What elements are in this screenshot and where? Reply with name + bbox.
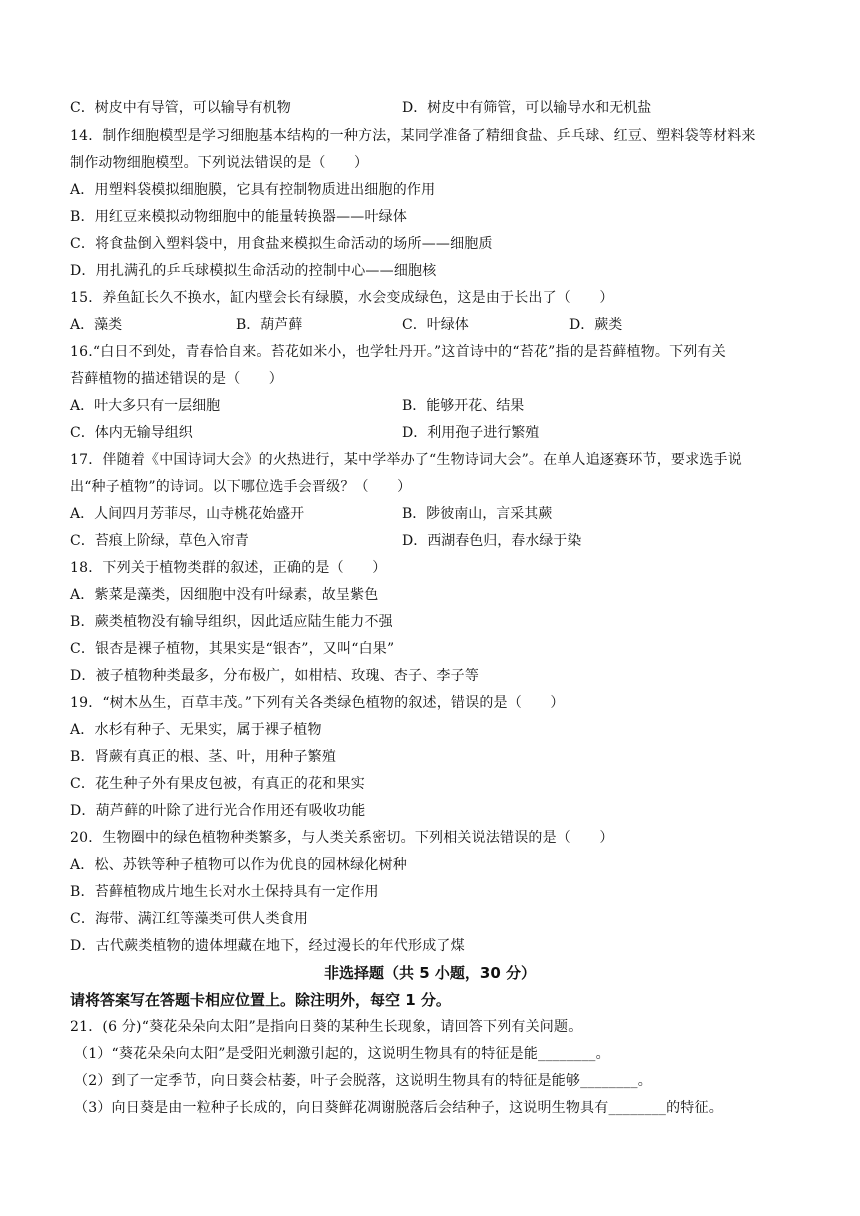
q17-option-b: B．陟彼南山，言采其蕨 xyxy=(402,506,553,522)
q16-option-c: C．体内无输导组织 xyxy=(70,425,193,441)
q14-option-a: A．用塑料袋模拟细胞膜，它具有控制物质进出细胞的作用 xyxy=(70,182,436,198)
q16-option-d: D．利用孢子进行繁殖 xyxy=(402,425,540,441)
q16-stem-line-1: 16.“白日不到处，青春恰自来。苔花如米小，也学牡丹开。”这首诗中的“苔花”指的是苔藓植物。下列有关 xyxy=(70,344,726,360)
q21-part-3: （3）向日葵是由一粒种子长成的，向日葵鲜花凋谢脱落后会结种子，这说明生物具有________的特征。 xyxy=(74,1100,723,1116)
q14-stem-line-1: 14．制作细胞模型是学习细胞基本结构的一种方法，某同学准备了精细食盐、乒乓球、红豆、塑料袋等材料来 xyxy=(70,128,756,144)
q14-stem-line-2: 制作动物细胞模型。下列说法错误的是（ ） xyxy=(70,155,369,171)
q19-option-d: D．葫芦藓的叶除了进行光合作用还有吸收功能 xyxy=(70,803,366,819)
q14-option-d: D．用扎满孔的乒乓球模拟生命活动的控制中心——细胞核 xyxy=(70,263,437,279)
q21-part-1: （1）“葵花朵朵向太阳”是受阳光刺激引起的，这说明生物具有的特征是能________。 xyxy=(74,1046,610,1062)
q19-stem: 19．“树木丛生，百草丰茂。”下列有关各类绿色植物的叙述，错误的是（ ） xyxy=(70,695,565,711)
q17-stem-line-1: 17．伴随着《中国诗词大会》的火热进行，某中学举办了“生物诗词大会”。在单人追逐赛环节，要求选手说 xyxy=(70,452,742,468)
q20-stem: 20．生物圈中的绿色植物种类繁多，与人类关系密切。下列相关说法错误的是（ ） xyxy=(70,830,614,846)
q17-stem-line-2: 出“种子植物”的诗词。以下哪位选手会晋级？（ ） xyxy=(70,479,412,495)
q14-option-c: C．将食盐倒入塑料袋中，用食盐来模拟生命活动的场所——细胞质 xyxy=(70,236,493,252)
q17-option-c: C．苔痕上阶绿，草色入帘青 xyxy=(70,533,249,549)
q19-option-c: C．花生种子外有果皮包被，有真正的花和果实 xyxy=(70,776,365,792)
q18-stem: 18．下列关于植物类群的叙述，正确的是（ ） xyxy=(70,560,387,576)
q15-option-d: D．蕨类 xyxy=(569,317,623,333)
q20-option-c: C．海带、满江红等藻类可供人类食用 xyxy=(70,911,309,927)
q18-option-d: D．被子植物种类最多，分布极广，如柑桔、玫瑰、杏子、李子等 xyxy=(70,668,480,684)
q13-option-c: C．树皮中有导管，可以输导有机物 xyxy=(70,100,291,116)
q17-option-a: A．人间四月芳菲尽，山寺桃花始盛开 xyxy=(70,506,305,522)
q20-option-a: A．松、苏铁等种子植物可以作为优良的园林绿化树种 xyxy=(70,857,407,873)
q16-option-a: A．叶大多只有一层细胞 xyxy=(70,398,221,414)
q19-option-a: A．水杉有种子、无果实，属于裸子植物 xyxy=(70,722,322,738)
q15-option-c: C．叶绿体 xyxy=(402,317,469,333)
q16-stem-line-2: 苔藓植物的描述错误的是（ ） xyxy=(70,371,283,387)
q20-option-b: B．苔藓植物成片地生长对水土保持具有一定作用 xyxy=(70,884,379,900)
q13-option-d: D．树皮中有筛管，可以输导水和无机盐 xyxy=(402,100,652,116)
q18-option-a: A．紫菜是藻类，因细胞中没有叶绿素，故呈紫色 xyxy=(70,587,379,603)
q20-option-d: D．古代蕨类植物的遗体埋藏在地下，经过漫长的年代形成了煤 xyxy=(70,938,465,954)
q19-option-b: B．肾蕨有真正的根、茎、叶，用种子繁殖 xyxy=(70,749,337,765)
q21-part-2: （2）到了一定季节，向日葵会枯萎，叶子会脱落，这说明生物具有的特征是能够________。 xyxy=(74,1073,652,1089)
q15-option-a: A．藻类 xyxy=(70,317,123,333)
q15-option-b: B．葫芦藓 xyxy=(236,317,303,333)
q16-option-b: B．能够开花、结果 xyxy=(402,398,525,414)
q17-option-d: D．西湖春色归，春水绿于染 xyxy=(402,533,582,549)
q18-option-b: B．蕨类植物没有输导组织，因此适应陆生能力不强 xyxy=(70,614,393,630)
section-title: 非选择题（共 5 小题，30 分） xyxy=(324,964,536,982)
section-instruction: 请将答案写在答题卡相应位置上。除注明外，每空 1 分。 xyxy=(70,991,451,1009)
q15-stem: 15．养鱼缸长久不换水，缸内壁会长有绿膜，水会变成绿色，这是由于长出了（ ） xyxy=(70,290,614,306)
q14-option-b: B．用红豆来模拟动物细胞中的能量转换器——叶绿体 xyxy=(70,209,408,225)
q21-stem: 21．(6 分)“葵花朵朵向太阳”是指向日葵的某种生长现象，请回答下列有关问题。 xyxy=(70,1019,583,1035)
q18-option-c: C．银杏是裸子植物，其果实是“银杏”，又叫“白果” xyxy=(70,641,395,657)
